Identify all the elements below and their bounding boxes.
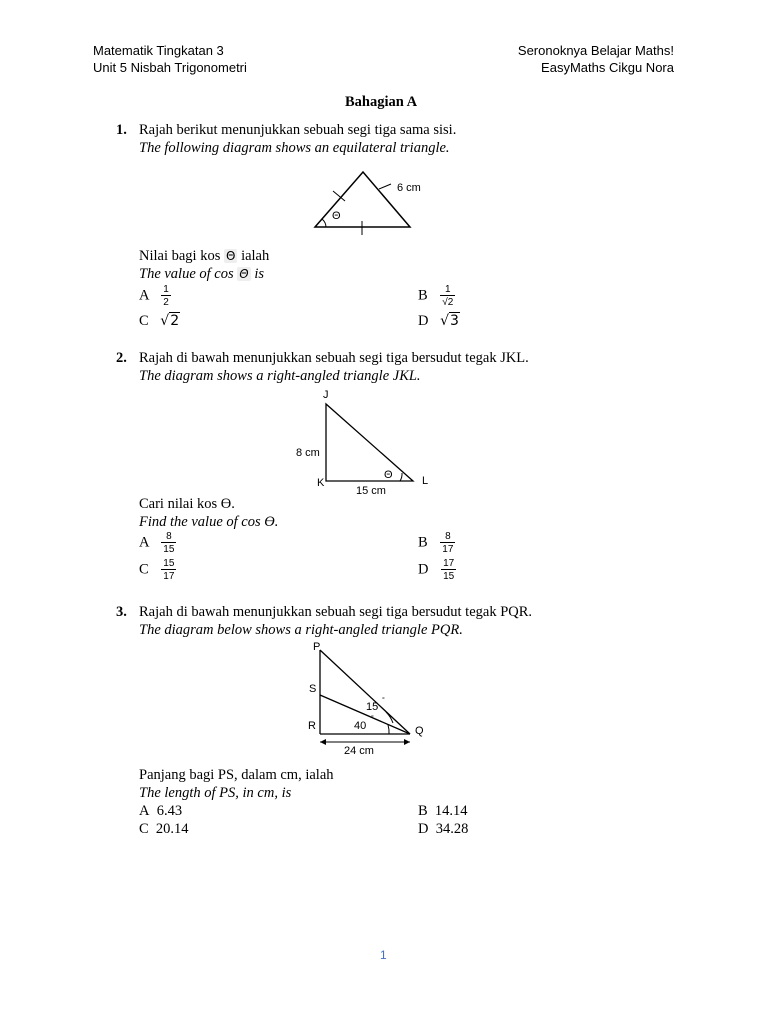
numerator: 8 [166,531,172,542]
q3-number: 3. [116,604,127,620]
q1-option-d[interactable] [418,312,460,330]
arrow-right-icon [404,739,410,745]
option-letter: B [418,534,428,551]
header-author: EasyMaths Cikgu Nora [541,60,674,75]
q1-prompt-en-b: is [254,266,265,282]
q1-text-en: The following diagram shows an equilateral triangle. [139,140,450,156]
q1-side-label: 6 cm [397,182,421,194]
q2-angle-label: Θ [384,469,393,481]
q2-side-kl-label: 15 cm [356,485,386,497]
denominator: 15 [443,571,455,582]
option-letter: D [418,561,429,578]
option-letter: D [418,313,429,329]
q1-triangle-shape [315,172,410,227]
fraction [162,284,170,308]
q3-text-en: The diagram below shows a right-angled triangle PQR. [139,622,463,638]
numerator: 17 [443,558,455,569]
denominator: 15 [163,544,175,555]
q2-option-c[interactable] [139,558,175,582]
q2-option-b[interactable] [418,531,454,555]
q3-vertex-p: P [313,641,321,653]
q2-vertex-j: J [323,389,329,401]
radicand: 2 [170,313,180,329]
fraction [162,531,175,555]
q3-vertex-q: Q [415,725,424,737]
q1-tick-right [379,184,391,189]
q3-text-ms: Rajah di bawah menunjukkan sebuah segi tiga bersudut tegak PQR. [139,604,533,620]
q2-option-d[interactable] [418,558,455,582]
option-letter: A [139,287,149,304]
numerator: 1 [445,284,451,295]
page-number: 1 [380,948,387,962]
q3-option-c[interactable] [139,820,189,838]
denominator: 17 [442,544,454,555]
q3-point-s: S [309,683,317,695]
option-letter: C [139,561,149,578]
fraction [441,284,454,308]
header-unit: Unit 5 Nisbah Trigonometri [93,60,247,75]
q3-option-d[interactable] [418,820,468,838]
q1-text-ms: Rajah berikut menunjukkan sebuah segi tiga sama sisi. [139,122,457,138]
denominator: 2 [163,297,169,308]
q2-vertex-k: K [317,477,325,489]
square-root: √3 [440,313,459,329]
q1-number: 1. [116,122,127,138]
header-tagline: Seronoknya Belajar Maths! [517,43,674,58]
q2-triangle-shape [326,404,413,481]
option-value: 14.14 [434,803,468,819]
q1-option-a[interactable] [139,284,170,308]
q3-triangle-pqr-diagram [300,638,440,754]
q2-right-triangle-diagram [290,388,440,500]
q3-prompt-en: The length of PS, in cm, is [139,785,292,801]
option-value: 6.43 [156,803,183,819]
q3-angle-arc-bottom [388,725,389,734]
q2-prompt-en: Find the value of cos ϴ. [139,514,279,530]
q1-prompt-ms-b: ialah [241,248,270,264]
option-letter: A [139,534,149,551]
q2-option-a[interactable] [139,531,175,555]
q3-prompt-ms: Panjang bagi PS, dalam cm, ialah [139,767,334,783]
option-letter: D [418,821,429,837]
q3-option-a[interactable] [139,802,182,820]
q3-option-b[interactable] [418,802,468,820]
numerator: 8 [445,531,451,542]
q2-angle-arc [400,473,402,481]
theta-symbol: Θ [239,267,249,281]
square-root: √2 [160,313,180,329]
q2-text-en: The diagram shows a right-angled triangle JKL. [139,368,421,384]
option-letter: B [418,803,428,819]
arrow-left-icon [320,739,326,745]
option-letter: B [418,287,428,304]
q2-text-ms: Rajah di bawah menunjukkan sebuah segi tiga bersudut tegak JKL. [139,350,529,366]
q1-equilateral-triangle-diagram [300,165,450,240]
q1-prompt-en [139,265,264,283]
denominator: √2 [442,297,454,308]
q2-prompt-ms: Cari nilai kos ϴ. [139,496,235,512]
option-value: 20.14 [155,821,189,837]
option-value: 34.28 [435,821,469,837]
header-left [93,42,247,76]
q1-angle-label: Θ [332,210,341,222]
radicand: 3 [450,313,459,329]
q3-angle-bottom-label: 40 [354,720,367,732]
numerator: 15 [163,558,175,569]
q1-prompt-ms-a: Nilai bagi kos [139,248,221,264]
denominator: 17 [163,571,175,582]
q2-number: 2. [116,350,127,366]
q1-prompt-ms [139,247,269,265]
fraction [162,558,175,582]
q3-vertex-r: R [308,720,316,732]
q1-prompt-en-a: The value of cos [139,266,234,282]
q2-vertex-l: L [422,475,429,487]
q2-side-jk-label: 8 cm [296,447,320,459]
numerator: 1 [163,284,169,295]
q1-angle-arc [322,219,326,227]
fraction [442,558,455,582]
option-letter: C [139,821,149,837]
fraction [441,531,454,555]
q3-degree-top: ° [382,697,385,704]
option-letter: C [139,313,149,329]
header-right [518,42,674,76]
q3-degree-bottom: ° [371,715,374,722]
q1-option-b[interactable] [418,284,454,308]
theta-symbol: Θ [225,249,236,263]
q1-option-c[interactable] [139,312,180,330]
section-title: Bahagian A [345,94,418,110]
q3-angle-top-label: 15 [366,701,379,713]
q3-base-label: 24 cm [344,745,374,754]
header-subject: Matematik Tingkatan 3 [93,43,224,58]
option-letter: A [139,803,150,819]
